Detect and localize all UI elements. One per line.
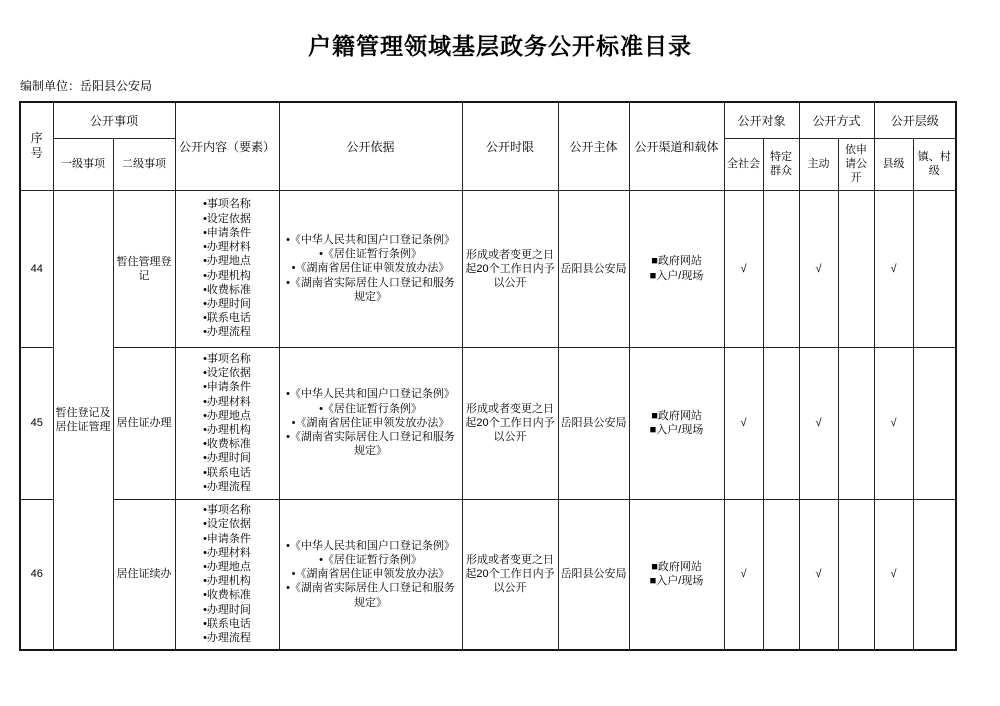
method-active-mark: √ (799, 499, 838, 650)
level-county-mark: √ (874, 499, 913, 650)
list-item: •办理流程 (203, 632, 251, 645)
list-item: •《居住证暂行条例》 (319, 553, 422, 566)
method-request-mark (838, 347, 874, 499)
list-item: •《湖南省居住证申领发放办法》 (291, 568, 450, 581)
method-active-mark: √ (799, 347, 838, 499)
basis-list (282, 539, 460, 610)
serial-cell: 46 (20, 499, 53, 650)
col-level-county-header: 县级 (874, 138, 913, 190)
basis-list-cell (279, 190, 462, 347)
method-request-mark (838, 499, 874, 650)
header-row-groups (20, 102, 956, 138)
list-item: •办理机构 (203, 575, 251, 588)
list-item: •设定依据 (203, 212, 251, 225)
list-item: •设定依据 (203, 367, 251, 380)
list-item: •《湖南省居住证申领发放办法》 (291, 416, 450, 429)
list-item: ■入户/现场 (649, 424, 704, 436)
serial-cell: 45 (20, 347, 53, 499)
list-item: •办理流程 (203, 326, 251, 339)
page-title: 户籍管理领域基层政务公开标准目录 (308, 33, 692, 59)
list-item: •《湖南省实际居住人口登记和服务规定》 (286, 276, 455, 303)
list-item: •联系电话 (203, 617, 251, 630)
level-town-mark (913, 347, 956, 499)
basis-list-cell (279, 499, 462, 650)
list-item: •申请条件 (203, 381, 251, 394)
serial-cell: 44 (20, 190, 53, 347)
channel-list-cell (629, 190, 724, 347)
audience-specific-mark (763, 347, 799, 499)
standards-table (19, 101, 957, 651)
list-item: •申请条件 (203, 532, 251, 545)
list-item: •事项名称 (203, 352, 251, 365)
list-item: •事项名称 (203, 504, 251, 517)
matter-l2-cell: 居住证续办 (113, 499, 175, 650)
list-item: •《居住证暂行条例》 (319, 248, 422, 261)
table-row-45 (20, 347, 956, 499)
col-level-group-header: 公开层级 (874, 102, 956, 138)
col-level-town-header: 镇、村级 (913, 138, 956, 190)
list-item: •《湖南省实际居住人口登记和服务规定》 (286, 582, 455, 609)
list-item: •办理材料 (203, 241, 251, 254)
list-item: •《湖南省居住证申领发放办法》 (291, 262, 450, 275)
time-limit-cell: 形成或者变更之日起20个工作日内予以公开 (462, 499, 558, 650)
content-list (178, 197, 277, 339)
list-item: •办理材料 (203, 395, 251, 408)
col-basis-header: 公开依据 (279, 102, 462, 190)
list-item: ■政府网站 (651, 255, 702, 268)
prepared-by-note: 编制单位：岳阳县公安局 (20, 79, 153, 93)
channel-list-cell (629, 347, 724, 499)
list-item: ■入户/现场 (649, 269, 704, 282)
list-item: •办理机构 (203, 269, 251, 282)
matter-l1-cell: 暂住登记及居住证管理 (53, 190, 113, 650)
col-matter-group-header: 公开事项 (53, 102, 175, 138)
list-item: •申请条件 (203, 226, 251, 239)
col-method-active-header: 主动 (799, 138, 838, 190)
method-active-mark: √ (799, 190, 838, 347)
col-method-group-header: 公开方式 (799, 102, 874, 138)
list-item: •事项名称 (203, 198, 251, 211)
col-audience-group-header: 公开对象 (724, 102, 799, 138)
col-subject-header: 公开主体 (558, 102, 629, 190)
list-item: •联系电话 (203, 312, 251, 325)
level-town-mark (913, 190, 956, 347)
list-item: •收费标准 (203, 438, 251, 451)
level-town-mark (913, 499, 956, 650)
basis-list-cell (279, 347, 462, 499)
list-item: •办理地点 (203, 409, 251, 422)
list-item: •联系电话 (203, 466, 251, 479)
list-item: •办理地点 (203, 255, 251, 268)
subject-cell: 岳阳县公安局 (558, 190, 629, 347)
basis-list (282, 387, 460, 458)
col-content-header: 公开内容（要素） (175, 102, 279, 190)
list-item: •办理材料 (203, 546, 251, 559)
table-row-44 (20, 190, 956, 347)
level-county-mark: √ (874, 347, 913, 499)
content-list-cell (175, 499, 279, 650)
col-matter-l2-header: 二级事项 (113, 138, 175, 190)
col-audience-specific-header: 特定群众 (763, 138, 799, 190)
basis-list (282, 233, 460, 304)
level-county-mark: √ (874, 190, 913, 347)
content-list (178, 503, 277, 645)
channel-list (632, 409, 722, 437)
time-limit-cell: 形成或者变更之日起20个工作日内予以公开 (462, 190, 558, 347)
list-item: •办理时间 (203, 452, 251, 465)
list-item: •办理时间 (203, 297, 251, 310)
col-channel-header: 公开渠道和载体 (629, 102, 724, 190)
time-limit-cell: 形成或者变更之日起20个工作日内予以公开 (462, 347, 558, 499)
col-matter-l1-header: 一级事项 (53, 138, 113, 190)
list-item: •《中华人民共和国户口登记条例》 (286, 233, 455, 246)
method-request-mark (838, 190, 874, 347)
subject-cell: 岳阳县公安局 (558, 499, 629, 650)
content-list-cell (175, 347, 279, 499)
col-method-request-header: 依申请公开 (838, 138, 874, 190)
list-item: •设定依据 (203, 518, 251, 531)
subject-cell: 岳阳县公安局 (558, 347, 629, 499)
list-item: •办理地点 (203, 561, 251, 574)
list-item: •《湖南省实际居住人口登记和服务规定》 (286, 431, 455, 458)
list-item: •办理时间 (203, 603, 251, 616)
matter-l2-cell: 居住证办理 (113, 347, 175, 499)
channel-list-cell (629, 499, 724, 650)
list-item: •《居住证暂行条例》 (319, 402, 422, 415)
list-item: •《中华人民共和国户口登记条例》 (286, 539, 455, 552)
list-item: ■政府网站 (651, 561, 702, 574)
list-item: ■政府网站 (651, 409, 702, 422)
list-item: •《中华人民共和国户口登记条例》 (286, 388, 455, 401)
table-row-46 (20, 499, 956, 650)
col-serial-header: 序号 (20, 102, 53, 190)
audience-specific-mark (763, 190, 799, 347)
audience-all-mark: √ (724, 347, 763, 499)
list-item: •收费标准 (203, 589, 251, 602)
channel-list (632, 254, 722, 282)
col-audience-all-header: 全社会 (724, 138, 763, 190)
audience-specific-mark (763, 499, 799, 650)
col-time-limit-header: 公开时限 (462, 102, 558, 190)
list-item: •办理机构 (203, 424, 251, 436)
list-item: •办理流程 (203, 480, 251, 493)
matter-l2-cell: 暂住管理登记 (113, 190, 175, 347)
content-list (178, 352, 277, 494)
channel-list (632, 560, 722, 588)
audience-all-mark: √ (724, 499, 763, 650)
audience-all-mark: √ (724, 190, 763, 347)
list-item: ■入户/现场 (649, 575, 704, 588)
list-item: •收费标准 (203, 283, 251, 296)
content-list-cell (175, 190, 279, 347)
